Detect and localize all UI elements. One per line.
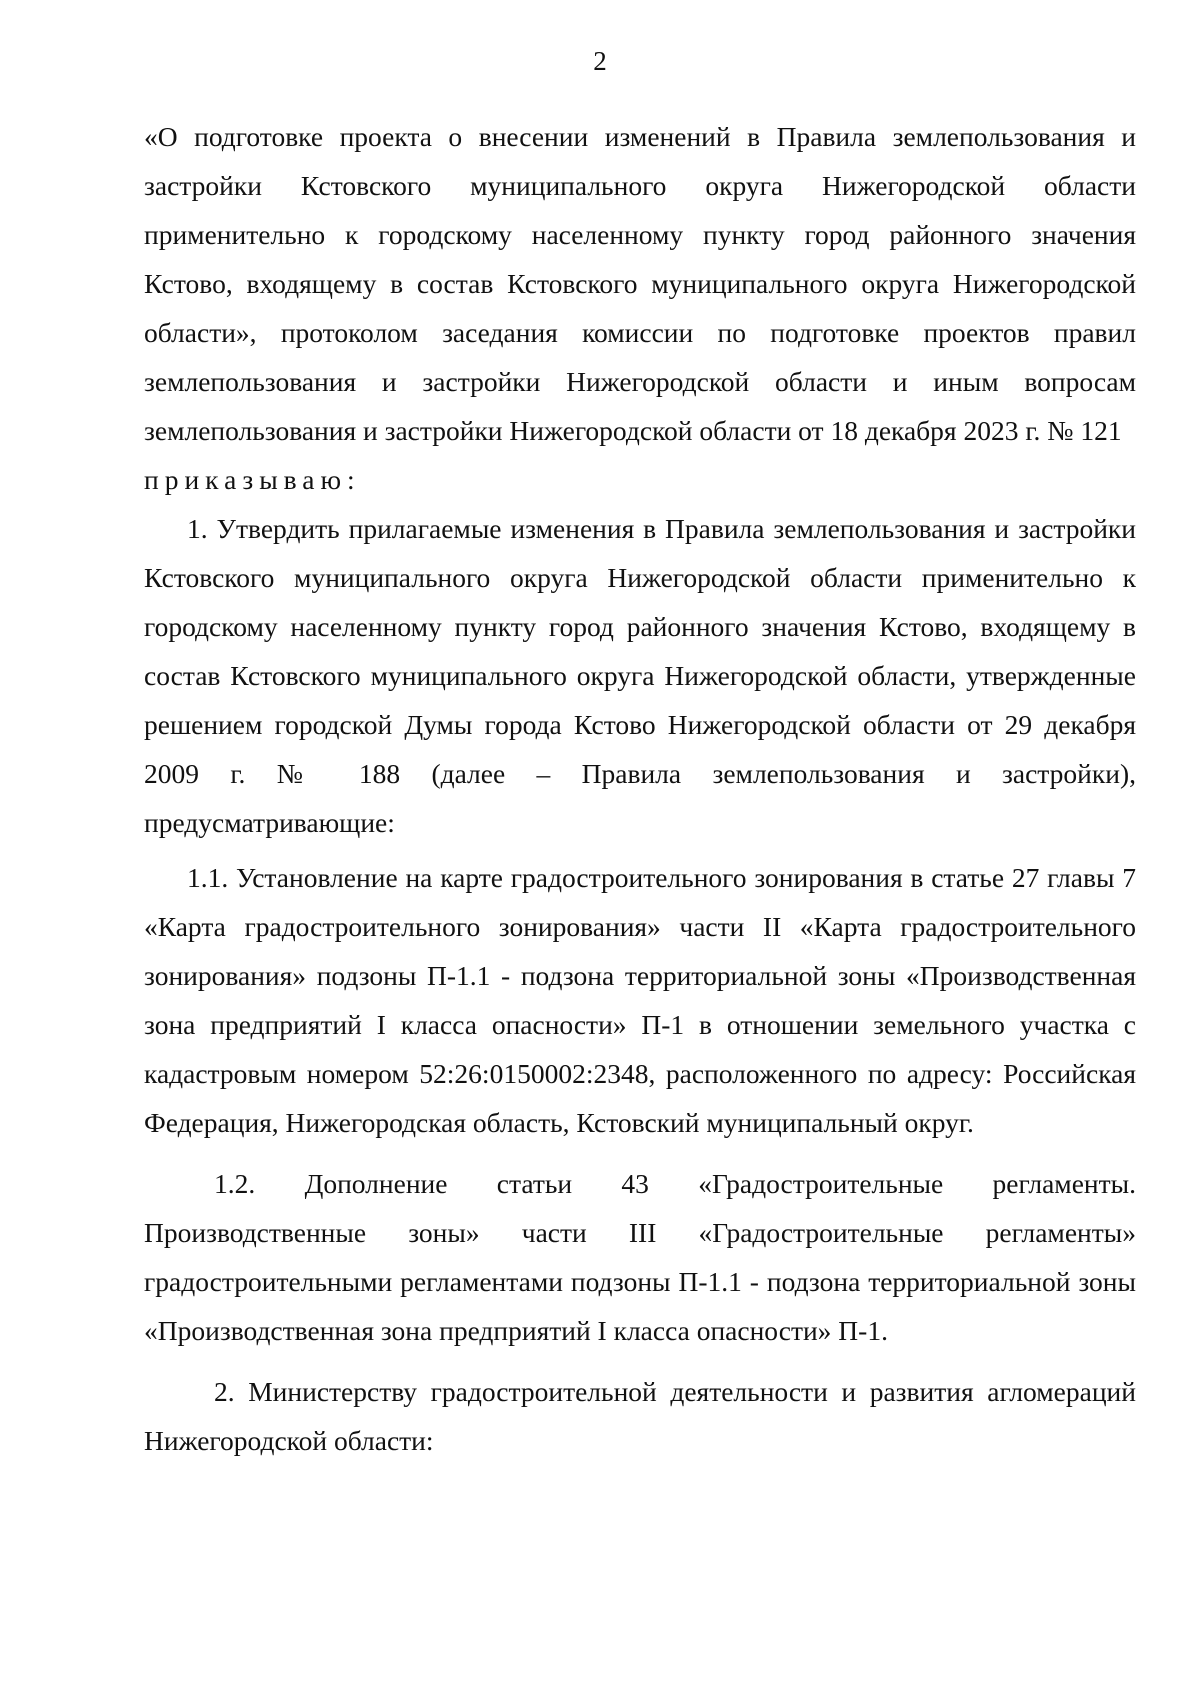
preamble-paragraph: «О подготовке проекта о внесении изменений в Правила землепользования и застройки Кстовского муниципального округа Нижегородской области применительно к городскому населенному пункту город районного значения Кстово, входящему в состав Кстовского муниципального округа Нижегородской области», протоколом заседания комиссии по подготовке проектов правил землепользования и застройки Нижегородской области и иным вопросам землепользования и застройки Нижегородской области от 18 декабря 2023 г. № 121 <box>144 121 1136 446</box>
document-body <box>144 112 1136 1465</box>
item-2-paragraph: 2. Министерству градостроительной деятельности и развития агломераций Нижегородской области: <box>144 1376 1136 1456</box>
item-1-paragraph: 1. Утвердить прилагаемые изменения в Правила землепользования и застройки Кстовского муниципального округа Нижегородской области применительно к городскому населенному пункту город районного значения Кстово, входящему в состав Кстовского муниципального округа Нижегородской области, утвержденные решением городской Думы города Кстово Нижегородской области от 29 декабря 2009 г. № 188 (далее – Правила землепользования и застройки), предусматривающие: <box>144 513 1136 838</box>
item-1-1-paragraph: 1.1. Установление на карте градостроительного зонирования в статье 27 главы 7 «Карта градостроительного зонирования» части II «Карта градостроительного зонирования» подзоны П-1.1 - подзона территориальной зоны «Производственная зона предприятий I класса опасности» П-1 в отношении земельного участка с кадастровым номером 52:26:0150002:2348, расположенного по адресу: Российская Федерация, Нижегородская область, Кстовский муниципальный округ. <box>144 862 1136 1138</box>
page-number: 2 <box>593 46 607 76</box>
item-1-2-paragraph: 1.2. Дополнение статьи 43 «Градостроительные регламенты. Производственные зоны» части III «Градостроительные регламенты» градостроительными регламентами подзоны П-1.1 - подзона территориальной зоны «Производственная зона предприятий I класса опасности» П-1. <box>144 1168 1136 1346</box>
order-word: приказываю: <box>144 464 361 495</box>
